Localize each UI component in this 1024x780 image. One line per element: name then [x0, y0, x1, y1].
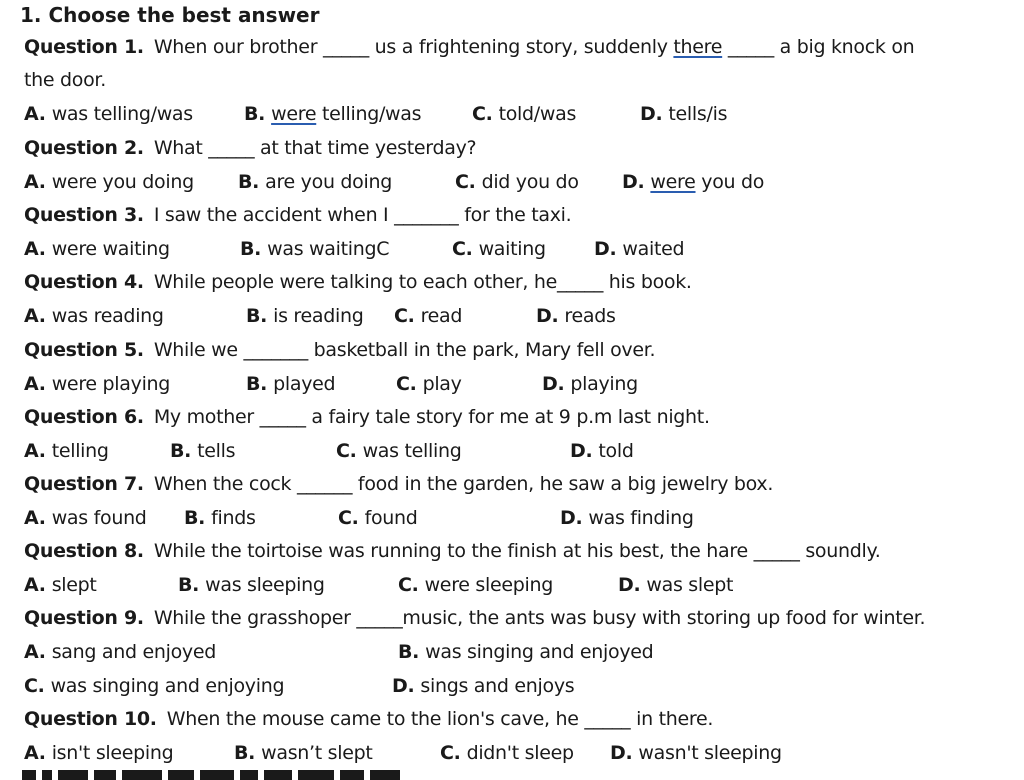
underlined-word: were: [271, 103, 317, 125]
question-2: [24, 135, 476, 161]
option-letter: A.: [24, 574, 46, 596]
option-letter: C.: [455, 171, 476, 193]
section-heading: 1. Choose the best answer: [20, 3, 320, 27]
option-letter: A.: [24, 440, 46, 462]
question-text: While the toirtoise was running to the finish at his best, the hare _____ soundly.: [153, 540, 881, 562]
option-letter: C.: [398, 574, 419, 596]
question-label: Question 8.: [24, 540, 144, 562]
question-9: [24, 605, 925, 631]
option-text: read: [420, 305, 463, 327]
question-5: [24, 337, 655, 363]
option-letter: B.: [244, 103, 266, 125]
option-d: [640, 101, 727, 127]
option-letter: B.: [246, 373, 268, 395]
option-a: [24, 572, 97, 598]
option-text: you do: [695, 171, 765, 193]
option-text: tells: [197, 440, 236, 462]
option-letter: C.: [24, 675, 45, 697]
option-text: told/was: [498, 103, 577, 125]
option-letter: A.: [24, 373, 46, 395]
option-c: [455, 169, 579, 195]
option-letter: D.: [560, 507, 583, 529]
question-label: Question 10.: [24, 708, 157, 730]
question-label: Question 6.: [24, 406, 144, 428]
option-text: was singing and enjoying: [50, 675, 285, 697]
option-letter: D.: [536, 305, 559, 327]
option-text: waiting: [478, 238, 546, 260]
option-d: [618, 572, 733, 598]
option-c: [398, 572, 553, 598]
option-text: playing: [570, 373, 638, 395]
option-letter: B.: [184, 507, 206, 529]
option-text: was finding: [588, 507, 694, 529]
option-a: [24, 303, 164, 329]
option-text: was telling/was: [51, 103, 193, 125]
option-b: [238, 169, 392, 195]
option-text: were you doing: [51, 171, 194, 193]
option-letter: A.: [24, 171, 46, 193]
option-c: [394, 303, 462, 329]
option-c: [336, 438, 461, 464]
option-text: did you do: [481, 171, 579, 193]
option-text: isn't sleeping: [51, 742, 174, 764]
option-text: sings and enjoys: [420, 675, 575, 697]
option-letter: C.: [336, 440, 357, 462]
option-letter: B.: [170, 440, 192, 462]
option-text: play: [422, 373, 462, 395]
option-letter: D.: [570, 440, 593, 462]
question-text: While people were talking to each other, he_____ his book.: [153, 271, 692, 293]
option-d: [570, 438, 634, 464]
question-text: When the mouse came to the lion's cave, he _____ in there.: [166, 708, 714, 730]
option-b: [184, 505, 256, 531]
option-b: [234, 740, 373, 766]
option-text: were playing: [51, 373, 171, 395]
option-letter: D.: [610, 742, 633, 764]
option-text: was telling: [362, 440, 462, 462]
option-letter: D.: [640, 103, 663, 125]
question-3: [24, 202, 571, 228]
cut-off-next-section: [22, 770, 492, 780]
option-b: [246, 371, 335, 397]
option-letter: D.: [392, 675, 415, 697]
question-4: [24, 269, 692, 295]
option-c: [440, 740, 574, 766]
option-text: was waitingC: [267, 238, 390, 260]
question-10: [24, 706, 713, 732]
option-text: reads: [564, 305, 616, 327]
option-text: is reading: [273, 305, 364, 327]
option-d: [542, 371, 638, 397]
option-text: tells/is: [668, 103, 728, 125]
option-text: wasn’t slept: [261, 742, 373, 764]
question-label: Question 1.: [24, 36, 144, 58]
option-a: [24, 740, 173, 766]
question-6: [24, 404, 710, 430]
option-d: [594, 236, 684, 262]
option-letter: B.: [178, 574, 200, 596]
question-text-end: _____ a big knock on: [722, 36, 915, 58]
option-letter: B.: [240, 238, 262, 260]
option-text: was singing and enjoyed: [425, 641, 654, 663]
option-letter: D.: [594, 238, 617, 260]
option-c: [472, 101, 576, 127]
option-text: slept: [51, 574, 97, 596]
option-text: telling/was: [316, 103, 422, 125]
option-a: [24, 169, 194, 195]
question-label: Question 4.: [24, 271, 144, 293]
option-text: were sleeping: [424, 574, 554, 596]
option-text: were waiting: [51, 238, 170, 260]
question-1: [24, 34, 914, 60]
option-letter: A.: [24, 641, 46, 663]
option-letter: B.: [238, 171, 260, 193]
option-letter: A.: [24, 507, 46, 529]
option-text: didn't sleep: [466, 742, 574, 764]
option-letter: C.: [452, 238, 473, 260]
option-letter: C.: [394, 305, 415, 327]
option-letter: A.: [24, 238, 46, 260]
option-letter: A.: [24, 305, 46, 327]
option-c: [24, 673, 284, 699]
option-letter: B.: [398, 641, 420, 663]
question-text: When the cock ______ food in the garden, he saw a big jewelry box.: [153, 473, 774, 495]
option-c: [452, 236, 546, 262]
option-a: [24, 101, 193, 127]
option-b: [244, 101, 421, 127]
option-letter: B.: [234, 742, 256, 764]
question-text: While the grasshoper _____music, the ants was busy with storing up food for winter.: [153, 607, 926, 629]
option-b: [178, 572, 325, 598]
question-8: [24, 538, 880, 564]
option-d: [610, 740, 782, 766]
option-text: found: [364, 507, 418, 529]
option-letter: A.: [24, 742, 46, 764]
option-a: [24, 236, 170, 262]
option-letter: A.: [24, 103, 46, 125]
option-letter: D.: [542, 373, 565, 395]
option-b: [170, 438, 235, 464]
option-letter: B.: [246, 305, 268, 327]
underlined-word: were: [650, 171, 696, 193]
option-letter: C.: [440, 742, 461, 764]
option-text: was reading: [51, 305, 164, 327]
option-b: [246, 303, 364, 329]
option-d: [536, 303, 616, 329]
option-text: waited: [622, 238, 685, 260]
option-text: played: [273, 373, 336, 395]
option-text: told: [598, 440, 634, 462]
question-label: Question 3.: [24, 204, 144, 226]
option-letter: D.: [622, 171, 645, 193]
option-letter: D.: [618, 574, 641, 596]
option-a: [24, 438, 109, 464]
option-a: [24, 505, 147, 531]
option-letter: C.: [338, 507, 359, 529]
question-label: Question 2.: [24, 137, 144, 159]
underlined-word: there: [673, 36, 723, 58]
question-label: Question 5.: [24, 339, 144, 361]
option-c: [338, 505, 418, 531]
option-text: was slept: [646, 574, 734, 596]
option-a: [24, 371, 170, 397]
option-text: was sleeping: [205, 574, 325, 596]
option-text: are you doing: [265, 171, 392, 193]
option-a: [24, 639, 216, 665]
option-text: sang and enjoyed: [51, 641, 216, 663]
question-7: [24, 471, 773, 497]
option-d: [392, 673, 574, 699]
option-d: [622, 169, 764, 195]
option-b: [240, 236, 389, 262]
question-1-continuation: the door.: [24, 69, 106, 91]
option-text: telling: [51, 440, 109, 462]
question-label: Question 9.: [24, 607, 144, 629]
option-c: [396, 371, 462, 397]
option-letter: C.: [472, 103, 493, 125]
question-text: While we _______ basketball in the park, Mary fell over.: [153, 339, 656, 361]
question-label: Question 7.: [24, 473, 144, 495]
question-text: When our brother _____ us a frightening story, suddenly: [153, 36, 674, 58]
question-text: I saw the accident when I _______ for the taxi.: [153, 204, 572, 226]
option-letter: C.: [396, 373, 417, 395]
question-text: What _____ at that time yesterday?: [153, 137, 477, 159]
question-text: My mother _____ a fairy tale story for me at 9 p.m last night.: [153, 406, 710, 428]
option-b: [398, 639, 653, 665]
option-d: [560, 505, 694, 531]
option-text: finds: [211, 507, 256, 529]
option-text: wasn't sleeping: [638, 742, 782, 764]
option-text: was found: [51, 507, 147, 529]
